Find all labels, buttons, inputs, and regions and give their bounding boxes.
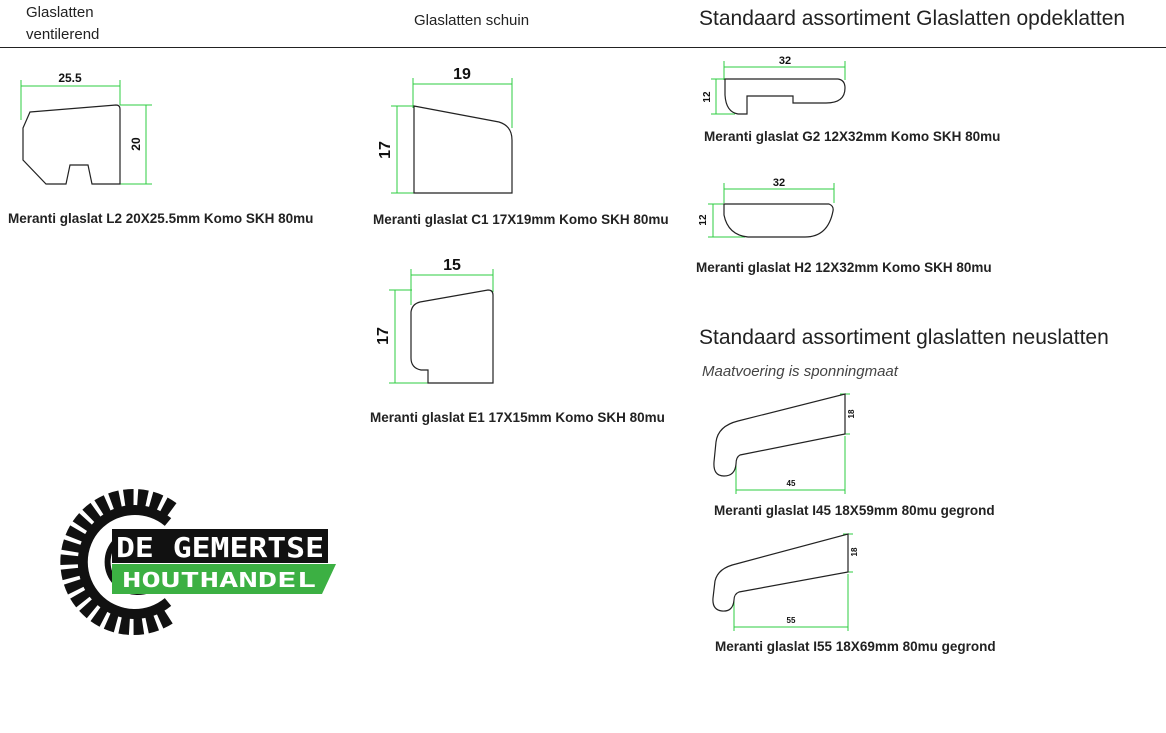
- width-label-l2: 25.5: [58, 71, 82, 85]
- profile-shape-i55: [713, 534, 848, 611]
- profile-shape-e1: [411, 290, 493, 383]
- caption-c1: Meranti glaslat C1 17X19mm Komo SKH 80mu: [373, 212, 669, 227]
- height-label-i45: 18: [847, 409, 856, 419]
- header-line-2: ventilerend: [26, 26, 100, 43]
- caption-i55: Meranti glaslat I55 18X69mm 80mu gegrond: [715, 639, 996, 654]
- height-label-e1: 17: [375, 327, 392, 345]
- caption-l2: Meranti glaslat L2 20X25.5mm Komo SKH 80mu: [8, 211, 314, 226]
- height-label-i55: 18: [850, 547, 859, 557]
- width-label-i55: 55: [786, 616, 796, 625]
- header-line-1: Glaslatten: [26, 4, 94, 21]
- width-label-c1: 19: [453, 66, 471, 83]
- height-label-g2: 12: [702, 91, 713, 103]
- dimension-height-c1: [391, 106, 414, 193]
- profile-shape-h2: [724, 204, 833, 237]
- header-divider: [0, 47, 1166, 48]
- caption-e1: Meranti glaslat E1 17X15mm Komo SKH 80mu: [370, 410, 665, 425]
- profile-shape-g2: [725, 79, 845, 114]
- section-header-opdeklatten: Standaard assortiment Glaslatten opdeklatten: [699, 7, 1126, 30]
- profile-shape-l2: [23, 105, 120, 184]
- height-label-c1: 17: [377, 141, 394, 159]
- width-label-e1: 15: [443, 257, 461, 274]
- section-header-ventilerend: [26, 2, 99, 46]
- height-label-h2: 12: [698, 214, 709, 226]
- caption-i45: Meranti glaslat I45 18X59mm 80mu gegrond: [714, 503, 995, 518]
- profile-shape-i45: [714, 394, 845, 476]
- section-header-schuin: Glaslatten schuin: [414, 12, 530, 29]
- caption-g2: Meranti glaslat G2 12X32mm Komo SKH 80mu: [704, 129, 1001, 144]
- width-label-i45: 45: [786, 479, 796, 488]
- logo-line-1: DE GEMERTSE: [116, 531, 324, 564]
- height-label-l2: 20: [129, 137, 143, 151]
- section-header-neuslatten: Standaard assortiment glaslatten neuslatten: [699, 326, 1109, 349]
- caption-h2: Meranti glaslat H2 12X32mm Komo SKH 80mu: [696, 260, 992, 275]
- measurement-note: Maatvoering is sponningmaat: [702, 363, 898, 380]
- profile-shape-c1: [414, 106, 512, 193]
- width-label-g2: 32: [778, 55, 792, 67]
- width-label-h2: 32: [772, 177, 786, 189]
- logo-line-2: HOUTHANDEL: [122, 568, 316, 592]
